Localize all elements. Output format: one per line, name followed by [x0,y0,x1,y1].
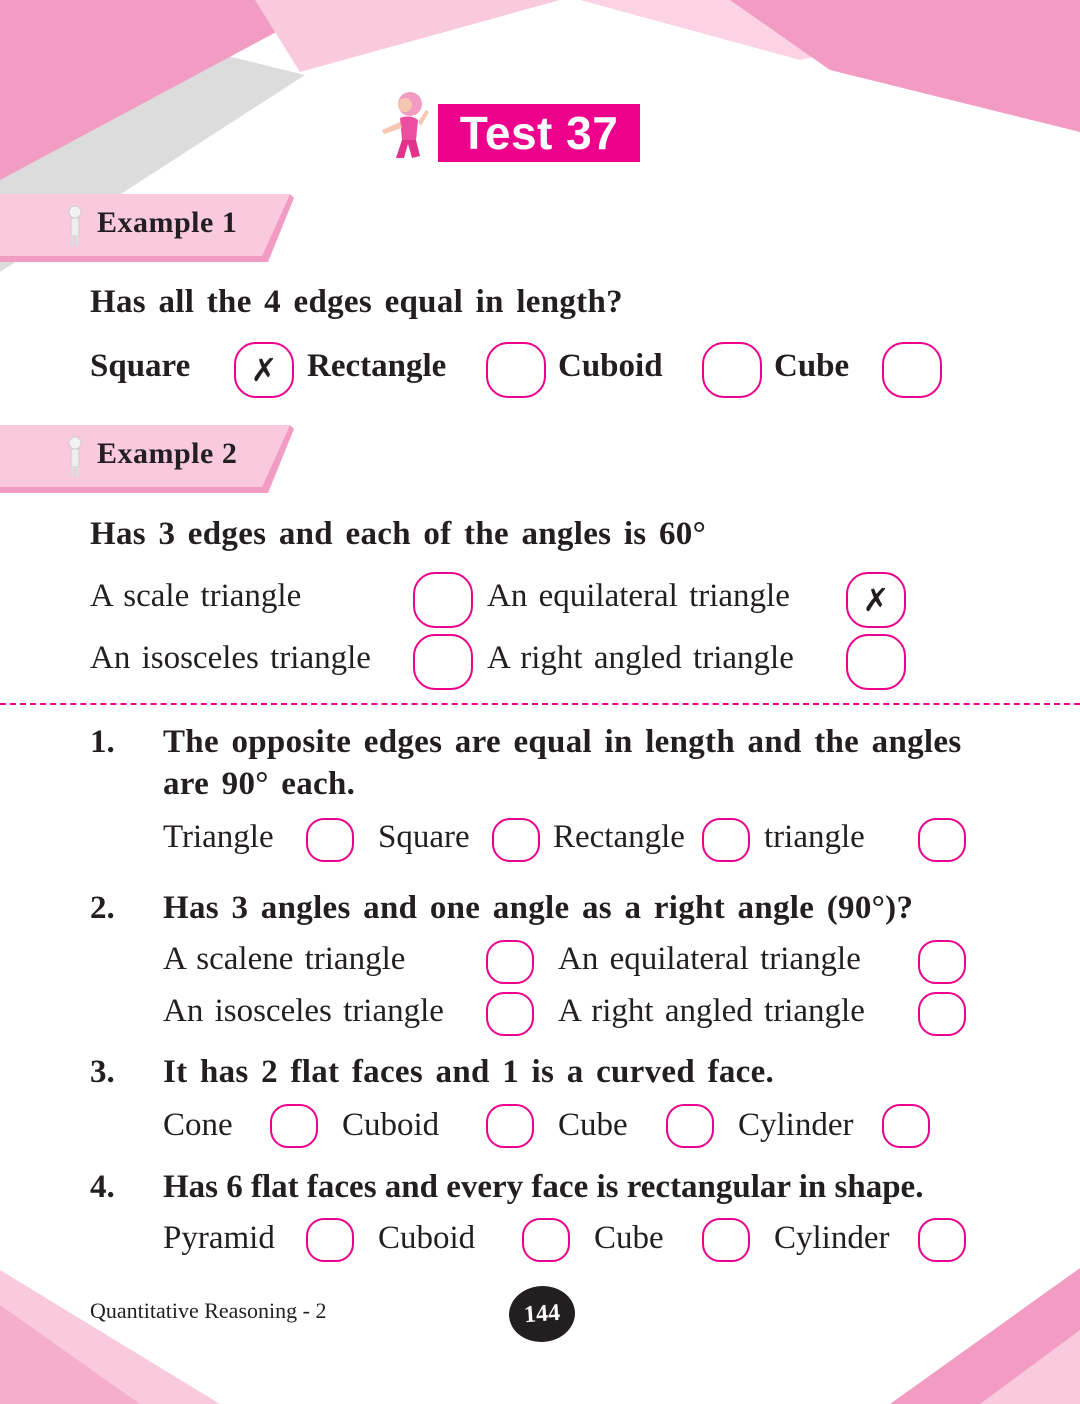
question-2-text: Has 3 angles and one angle as a right angle (90°)? [163,890,914,926]
example-2-checkbox-equilateral[interactable] [846,572,906,628]
question-4-checkbox-2[interactable] [522,1218,570,1262]
question-2-checkbox-2[interactable] [918,940,966,984]
footer-book-title: Quantitative Reasoning - 2 [90,1298,327,1323]
question-3-option-1: Cone [163,1107,233,1143]
example-1-option-square: Square [90,348,191,384]
question-4-text: Has 6 flat faces and every face is rectangular in shape. [163,1169,924,1205]
example-2-option-right: A right angled triangle [487,640,794,676]
test-title-box [438,104,640,162]
question-2-checkbox-4[interactable] [918,992,966,1036]
question-3-option-2: Cuboid [342,1107,440,1143]
example-2-option-equilateral: An equilateral triangle [487,578,790,614]
question-1-checkbox-3[interactable] [702,818,750,862]
question-3-checkbox-1[interactable] [270,1104,318,1148]
page-number: 144 [523,1299,561,1328]
question-4-option-2: Cuboid [378,1220,476,1256]
question-4-number: 4. [90,1169,115,1205]
question-1-option-3: Rectangle [553,819,685,855]
cross-mark-icon: ✗ [250,351,278,389]
example-1-option-rectangle: Rectangle [307,348,447,384]
question-1-text-line2: are 90° each. [163,766,356,802]
example-1-option-cuboid: Cuboid [558,348,663,384]
example-2-checkbox-right[interactable] [846,634,906,690]
question-1-option-2: Square [378,819,470,855]
example-1-checkbox-square[interactable] [234,342,294,398]
mascot-small-icon [64,204,86,248]
question-4-checkbox-1[interactable] [306,1218,354,1262]
question-2-checkbox-1[interactable] [486,940,534,984]
question-2-option-1: A scalene triangle [163,941,406,977]
question-2-number: 2. [90,890,115,926]
example-2-option-scale: A scale triangle [90,578,302,614]
question-2-option-3: An isosceles triangle [163,993,444,1029]
question-1-option-4: triangle [764,819,865,855]
question-4-option-4: Cylinder [774,1220,890,1256]
example-2-checkbox-scale[interactable] [413,572,473,628]
question-3-text: It has 2 flat faces and 1 is a curved face. [163,1054,775,1090]
question-2-option-4: A right angled triangle [558,993,865,1029]
question-2-option-2: An equilateral triangle [558,941,861,977]
question-1-checkbox-2[interactable] [492,818,540,862]
example-1-checkbox-rectangle[interactable] [486,342,546,398]
example-1-label: Example 1 [97,206,238,239]
question-4-option-3: Cube [594,1220,664,1256]
example-1-option-cube: Cube [774,348,850,384]
example-2-label: Example 2 [97,437,238,470]
example-2-question: Has 3 edges and each of the angles is 60° [90,516,707,552]
question-1-checkbox-4[interactable] [918,818,966,862]
question-3-number: 3. [90,1054,115,1090]
question-3-checkbox-4[interactable] [882,1104,930,1148]
example-2-checkbox-isosceles[interactable] [413,634,473,690]
example-2-option-isosceles: An isosceles triangle [90,640,371,676]
example-1-question: Has all the 4 edges equal in length? [90,284,623,320]
example-1-checkbox-cuboid[interactable] [702,342,762,398]
question-4-checkbox-4[interactable] [918,1218,966,1262]
question-3-option-4: Cylinder [738,1107,854,1143]
question-2-checkbox-3[interactable] [486,992,534,1036]
question-1-option-1: Triangle [163,819,274,855]
question-1-number: 1. [90,724,115,760]
question-1-checkbox-1[interactable] [306,818,354,862]
mascot-girl-icon [374,90,432,164]
example-1-checkbox-cube[interactable] [882,342,942,398]
question-3-checkbox-3[interactable] [666,1104,714,1148]
mascot-small-icon [64,435,86,479]
cross-mark-icon: ✗ [862,581,890,619]
section-divider [0,703,1080,705]
question-3-checkbox-2[interactable] [486,1104,534,1148]
question-3-option-3: Cube [558,1107,628,1143]
question-4-checkbox-3[interactable] [702,1218,750,1262]
test-title: Test 37 [459,107,619,159]
question-4-option-1: Pyramid [163,1220,275,1256]
question-1-text-line1: The opposite edges are equal in length and the angles [163,724,962,760]
